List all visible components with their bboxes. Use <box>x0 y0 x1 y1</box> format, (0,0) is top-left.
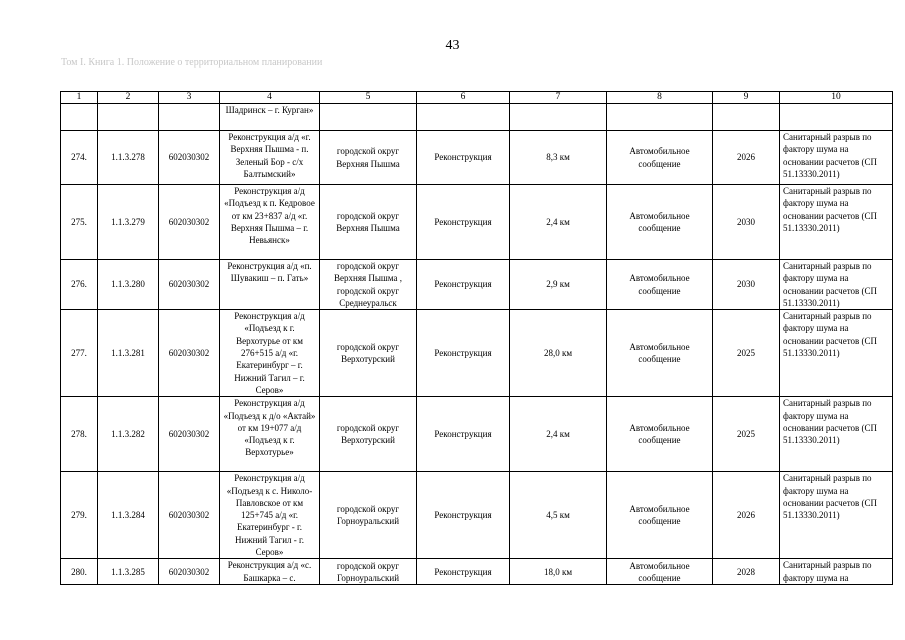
column-header: 6 <box>417 92 510 104</box>
year: 2030 <box>713 260 780 310</box>
row-number: 274. <box>61 131 98 185</box>
object-name: Реконструкция а/д «Подъезд к г. Верхотурье от км 276+515 а/д «г. Екатеринбург – г. Нижний Тагил – г. Серов» <box>220 310 320 397</box>
length: 2,4 км <box>510 185 607 260</box>
header-row <box>61 92 893 104</box>
location: городской округ Верхотурский <box>320 397 417 472</box>
year: 2026 <box>713 131 780 185</box>
row-number: 278. <box>61 397 98 472</box>
table-row <box>61 472 893 559</box>
column-header: 8 <box>607 92 713 104</box>
object-name: Реконструкция а/д «г. Верхняя Пышма - п. Зеленый Бор - с/х Балтымский» <box>220 131 320 185</box>
classifier-code: 602030302 <box>159 472 220 559</box>
table-row <box>61 185 893 260</box>
location: городской округ Горноуральский <box>320 472 417 559</box>
purpose: Автомобильное сообщение <box>607 131 713 185</box>
location: городской округ Верхняя Пышма , городской округ Среднеуральск <box>320 260 417 310</box>
classifier-code: 602030302 <box>159 559 220 585</box>
row-number: 277. <box>61 310 98 397</box>
status: Реконструкция <box>417 397 510 472</box>
object-code: 1.1.3.280 <box>98 260 159 310</box>
classifier-code <box>159 104 220 131</box>
year: 2030 <box>713 185 780 260</box>
location: городской округ Верхотурский <box>320 310 417 397</box>
restriction: Санитарный разрыв по фактору шума на <box>780 559 893 585</box>
column-header: 1 <box>61 92 98 104</box>
object-name: Реконструкция а/д «с. Башкарка – с. <box>220 559 320 585</box>
location: городской округ Верхняя Пышма <box>320 131 417 185</box>
classifier-code: 602030302 <box>159 185 220 260</box>
location: городской округ Горноуральский <box>320 559 417 585</box>
year <box>713 104 780 131</box>
running-header: Том I. Книга 1. Положение о территориальном планировании <box>61 57 323 68</box>
table-row <box>61 310 893 397</box>
table-row <box>61 131 893 185</box>
object-name: Шадринск – г. Курган» <box>220 104 320 131</box>
column-header: 3 <box>159 92 220 104</box>
row-number: 280. <box>61 559 98 585</box>
length: 4,5 км <box>510 472 607 559</box>
status: Реконструкция <box>417 185 510 260</box>
length: 8,3 км <box>510 131 607 185</box>
object-name: Реконструкция а/д «Подъезд к д/о «Актай» от км 19+077 а/д «Подъезд к г. Верхотурье» <box>220 397 320 472</box>
purpose: Автомобильное сообщение <box>607 310 713 397</box>
status: Реконструкция <box>417 260 510 310</box>
column-header: 2 <box>98 92 159 104</box>
object-code: 1.1.3.282 <box>98 397 159 472</box>
purpose: Автомобильное сообщение <box>607 260 713 310</box>
purpose <box>607 104 713 131</box>
restriction: Санитарный разрыв по фактору шума на основании расчетов (СП 51.13330.2011) <box>780 185 893 260</box>
table-row <box>61 559 893 585</box>
object-name: Реконструкция а/д «Подъезд к п. Кедровое от км 23+837 а/д «г. Верхняя Пышма – г. Невьянск» <box>220 185 320 260</box>
row-number: 275. <box>61 185 98 260</box>
object-name: Реконструкция а/д «п. Шувакиш – п. Гать» <box>220 260 320 310</box>
status: Реконструкция <box>417 472 510 559</box>
page-number: 43 <box>445 38 460 53</box>
classifier-code: 602030302 <box>159 260 220 310</box>
status: Реконструкция <box>417 310 510 397</box>
restriction <box>780 104 893 131</box>
purpose: Автомобильное сообщение <box>607 185 713 260</box>
column-header: 9 <box>713 92 780 104</box>
row-number <box>61 104 98 131</box>
purpose: Автомобильное сообщение <box>607 472 713 559</box>
restriction: Санитарный разрыв по фактору шума на основании расчетов (СП 51.13330.2011) <box>780 260 893 310</box>
length <box>510 104 607 131</box>
restriction: Санитарный разрыв по фактору шума на основании расчетов (СП 51.13330.2011) <box>780 472 893 559</box>
object-code: 1.1.3.281 <box>98 310 159 397</box>
object-code: 1.1.3.279 <box>98 185 159 260</box>
table-row <box>61 397 893 472</box>
classifier-code: 602030302 <box>159 131 220 185</box>
length: 2,4 км <box>510 397 607 472</box>
purpose: Автомобильное сообщение <box>607 397 713 472</box>
object-name: Реконструкция а/д «Подъезд к с. Николо-Павловское от км 125+745 а/д «г. Екатеринбург - г. Нижний Тагил - г. Серов» <box>220 472 320 559</box>
status: Реконструкция <box>417 559 510 585</box>
length: 18,0 км <box>510 559 607 585</box>
year: 2026 <box>713 472 780 559</box>
projects-table <box>60 91 893 585</box>
object-code: 1.1.3.278 <box>98 131 159 185</box>
classifier-code: 602030302 <box>159 397 220 472</box>
length: 28,0 км <box>510 310 607 397</box>
purpose: Автомобильное сообщение <box>607 559 713 585</box>
status <box>417 104 510 131</box>
year: 2028 <box>713 559 780 585</box>
column-header: 5 <box>320 92 417 104</box>
column-header: 7 <box>510 92 607 104</box>
row-number: 279. <box>61 472 98 559</box>
year: 2025 <box>713 310 780 397</box>
restriction: Санитарный разрыв по фактору шума на основании расчетов (СП 51.13330.2011) <box>780 131 893 185</box>
table-row <box>61 260 893 310</box>
restriction: Санитарный разрыв по фактору шума на основании расчетов (СП 51.13330.2011) <box>780 310 893 397</box>
location <box>320 104 417 131</box>
object-code: 1.1.3.284 <box>98 472 159 559</box>
classifier-code: 602030302 <box>159 310 220 397</box>
column-header: 10 <box>780 92 893 104</box>
year: 2025 <box>713 397 780 472</box>
table-row <box>61 104 893 131</box>
restriction: Санитарный разрыв по фактору шума на основании расчетов (СП 51.13330.2011) <box>780 397 893 472</box>
status: Реконструкция <box>417 131 510 185</box>
location: городской округ Верхняя Пышма <box>320 185 417 260</box>
row-number: 276. <box>61 260 98 310</box>
object-code <box>98 104 159 131</box>
length: 2,9 км <box>510 260 607 310</box>
object-code: 1.1.3.285 <box>98 559 159 585</box>
column-header: 4 <box>220 92 320 104</box>
